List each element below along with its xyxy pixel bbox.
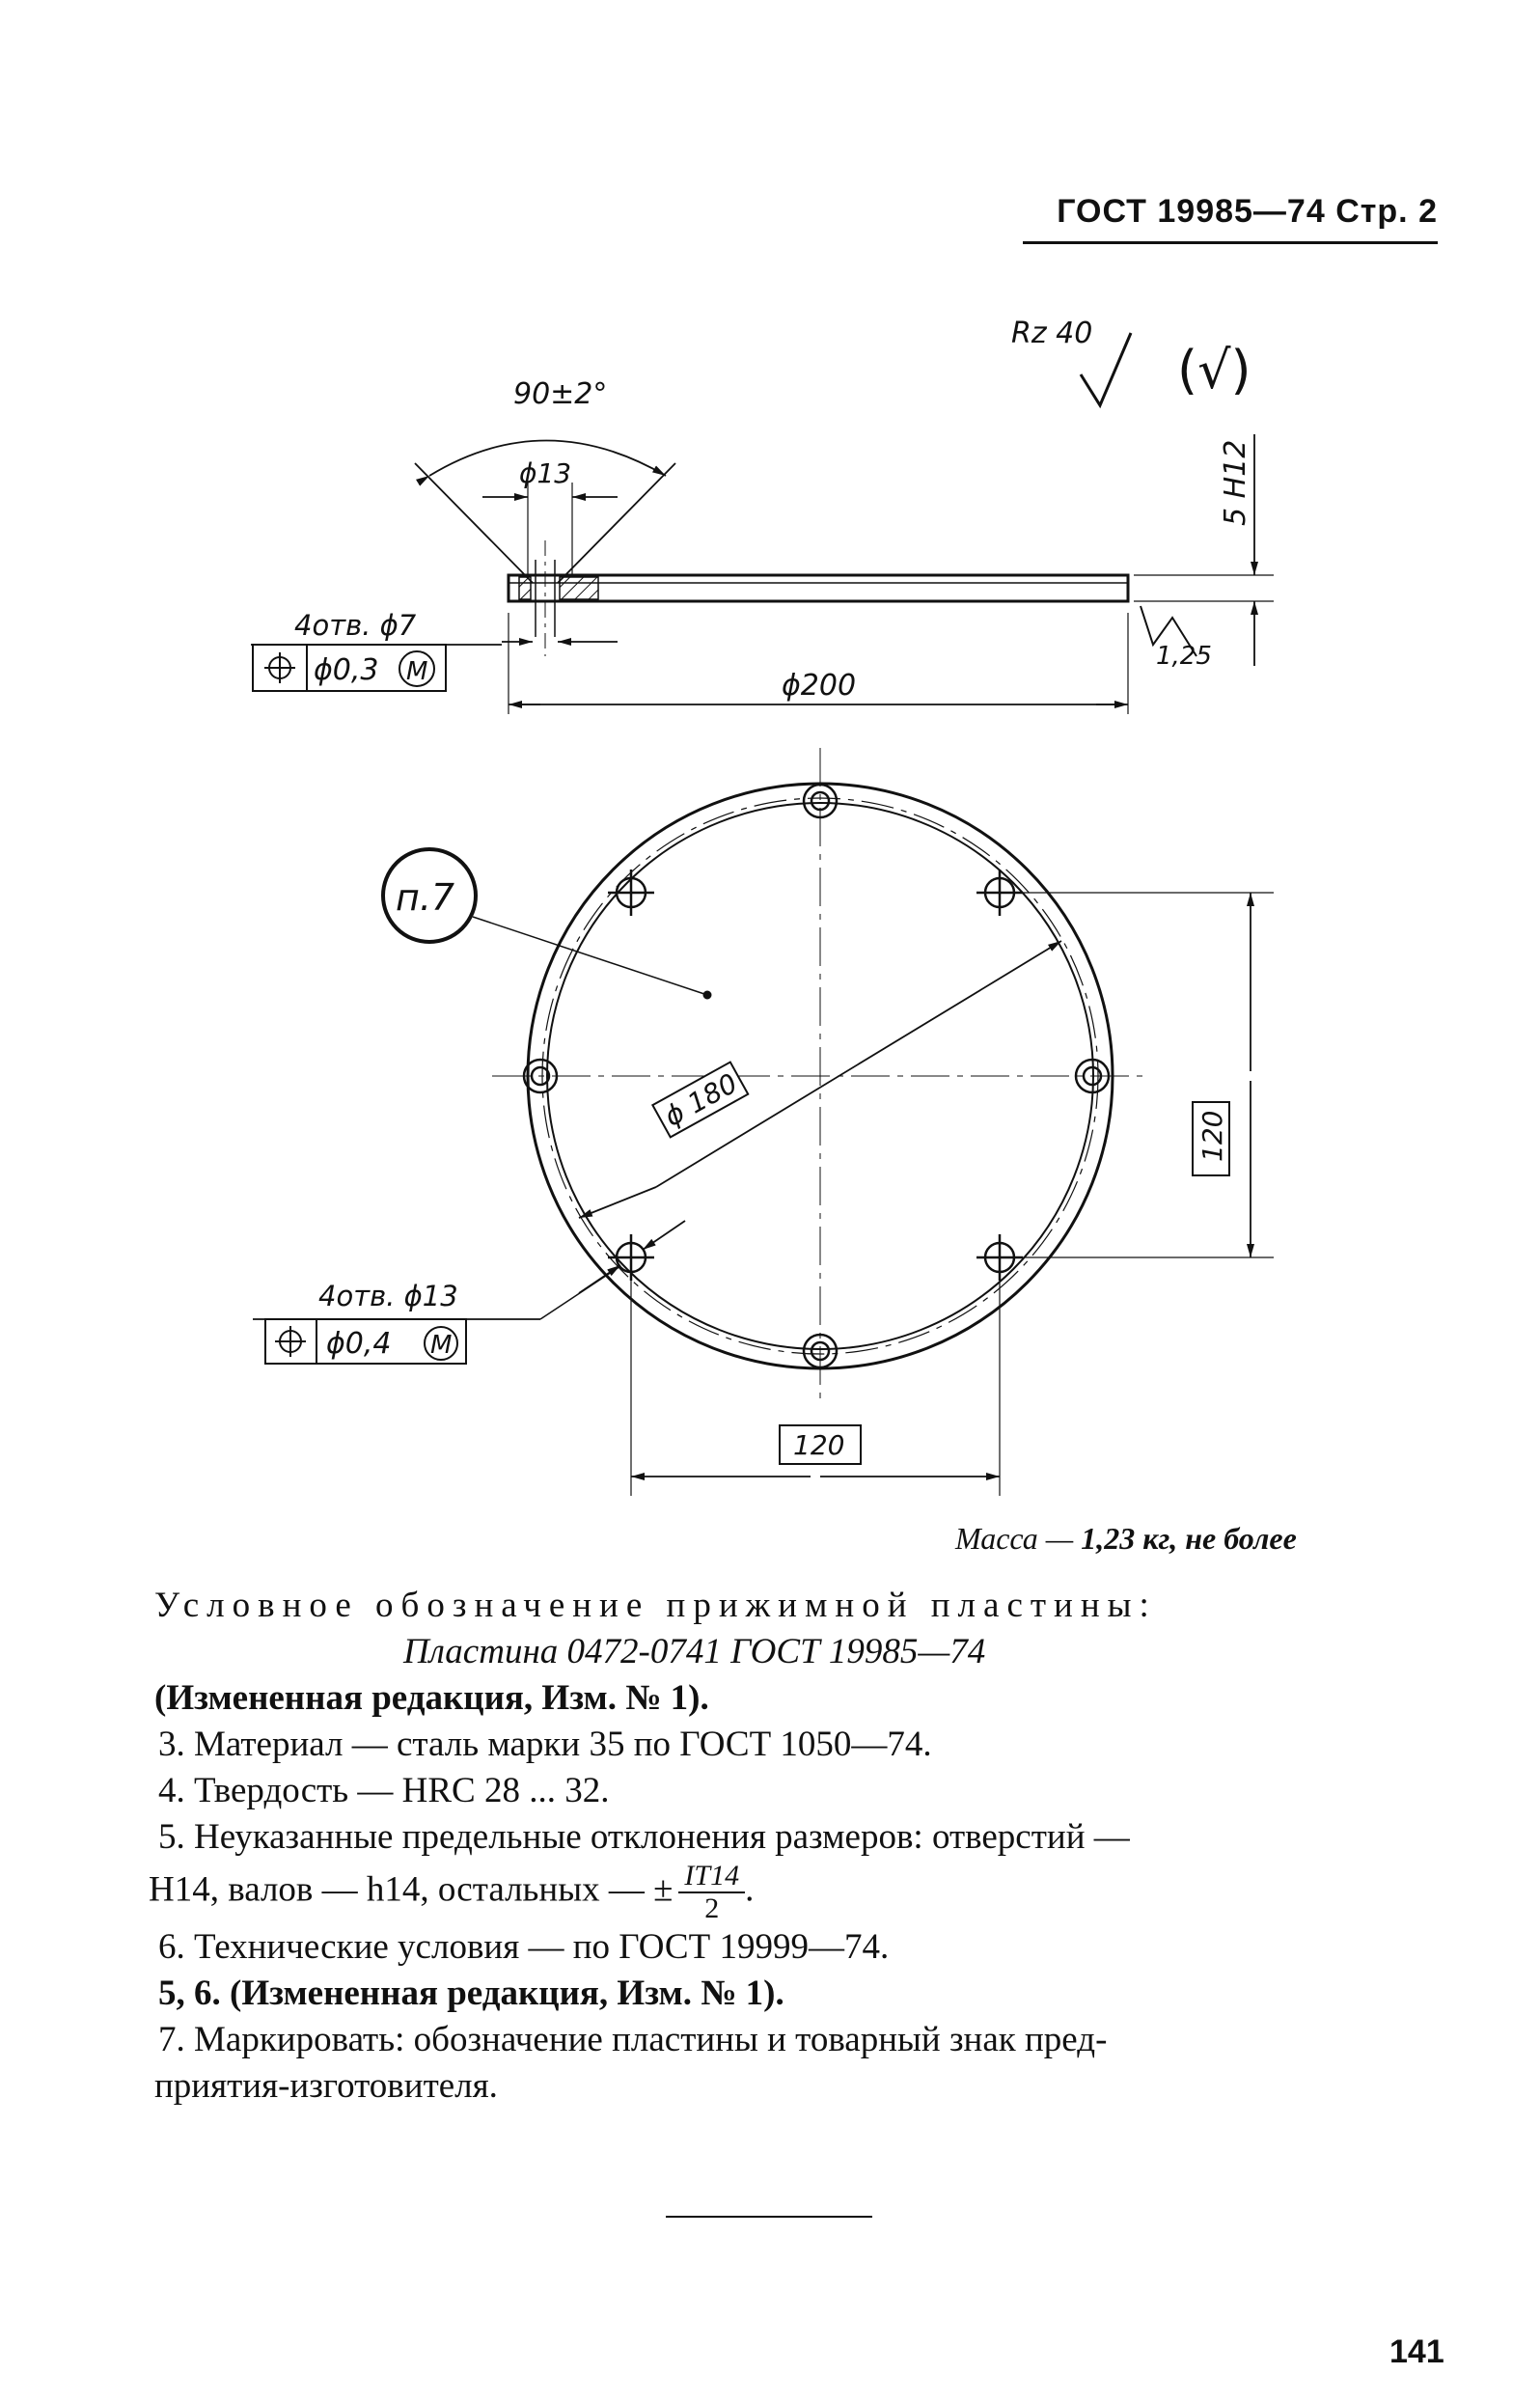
page-no: 2	[1418, 193, 1438, 230]
amendment-5-6: 5, 6. (Измененная редакция, Изм. № 1).	[158, 1974, 784, 2013]
through-hole	[608, 870, 1023, 1281]
fraction-numerator: IT14	[678, 1861, 745, 1893]
item-5: 5. Неуказанные предельные отклонения размеров: отверстий —	[158, 1817, 1130, 1857]
page-label: Стр.	[1335, 193, 1409, 230]
standard-code: ГОСТ 19985—74	[1057, 193, 1326, 230]
counterbore-label: ϕ13	[519, 457, 572, 489]
plan-view	[473, 748, 1274, 1496]
roughness-main-label: Rz 40	[1011, 317, 1093, 350]
amendment-1: (Измененная редакция, Изм. № 1).	[154, 1678, 709, 1718]
bolt-circle-box	[652, 1063, 748, 1138]
mass-value: 1,23 кг, не более	[1081, 1521, 1297, 1556]
item-5-continued	[149, 1861, 1447, 1924]
fraction	[678, 1861, 745, 1924]
angle-label: 90±2°	[513, 377, 608, 411]
footer-rule	[666, 2216, 872, 2218]
modifier-small-label: M	[406, 657, 428, 686]
spacing-horizontal-label: 120	[793, 1429, 845, 1461]
bolt-circle-label: ϕ 180	[659, 1066, 743, 1133]
holes-small-callout	[251, 609, 502, 691]
item-7: 7. Маркировать: обозначение пластины и товарный знак пред-	[158, 2020, 1108, 2059]
mass-label: Масса —	[955, 1521, 1074, 1556]
tolerance-large-label: ϕ0,4	[326, 1327, 392, 1361]
spacing-vertical-box	[1193, 1102, 1229, 1175]
item-3: 3. Материал — сталь марки 35 по ГОСТ 1050—74.	[158, 1725, 932, 1764]
mass-note	[955, 1521, 1297, 1557]
spacing-vertical-label: 120	[1196, 1110, 1228, 1162]
modifier-large-label: M	[430, 1331, 453, 1360]
designation-intro: Условное обозначение прижимной пластины:	[154, 1586, 1157, 1625]
holes-large-callout	[253, 1280, 540, 1364]
outer-diameter-label: ϕ200	[782, 669, 857, 703]
roughness-symbol	[1011, 317, 1251, 405]
page-number: 141	[1389, 2333, 1444, 2370]
spec-text	[149, 1583, 1447, 2110]
flatness-label: 1,25	[1156, 642, 1212, 671]
spacing-horizontal-box	[780, 1425, 861, 1464]
item-4: 4. Твердость — HRC 28 ... 32.	[158, 1771, 610, 1810]
item-5-tolerance-text: H14, валов — h14, остальных — ±	[149, 1869, 674, 1910]
designation: Пластина 0472-0741 ГОСТ 19985—74	[403, 1632, 986, 1671]
roughness-other-label: (√)	[1177, 340, 1251, 400]
item-7-continued: приятия-изготовителя.	[154, 2066, 498, 2106]
holes-small-label: 4отв. ϕ7	[294, 609, 417, 642]
item-5-end: .	[745, 1869, 755, 1910]
item-6: 6. Технические условия — по ГОСТ 19999—74.	[158, 1927, 890, 1967]
fraction-denominator: 2	[704, 1892, 720, 1924]
thickness-label: 5 H12	[1219, 439, 1252, 526]
tolerance-small-label: ϕ0,3	[314, 653, 379, 687]
holes-large-label: 4отв. ϕ13	[318, 1280, 458, 1312]
note-reference-label: п.7	[396, 876, 455, 919]
